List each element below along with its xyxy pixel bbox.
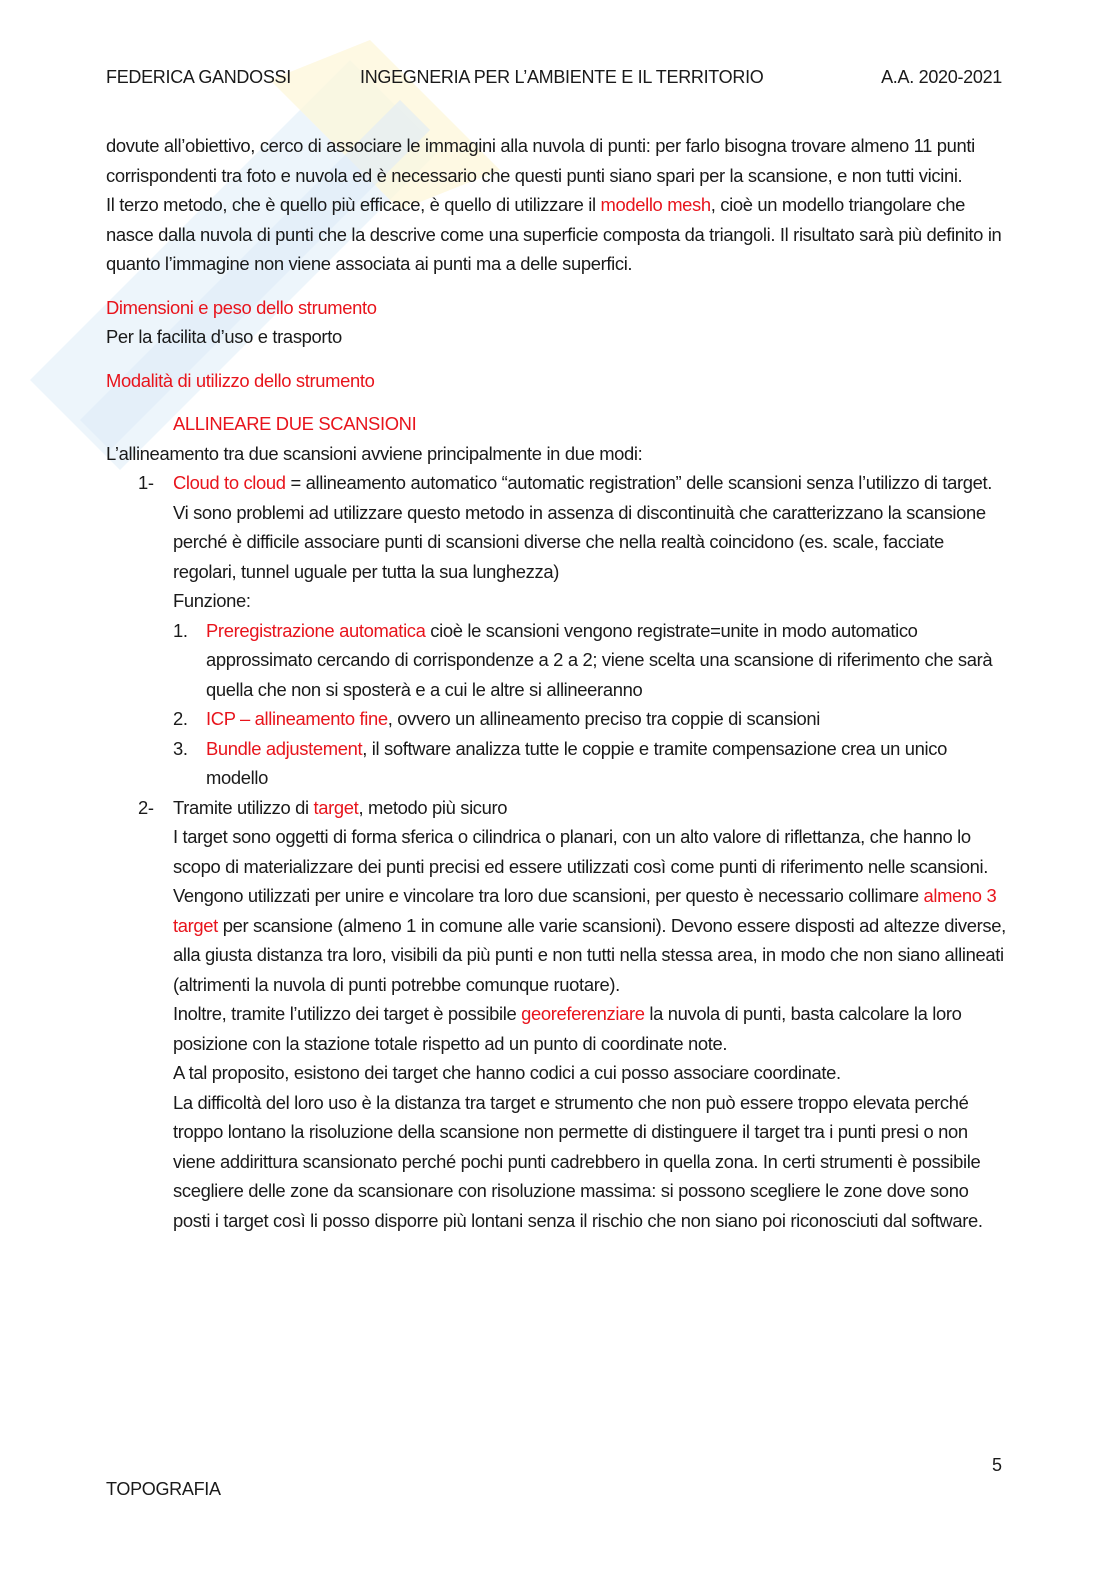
section-heading-usage: Modalità di utilizzo dello strumento — [106, 369, 375, 391]
highlight-bundle-adjustement: Bundle adjustement — [206, 737, 363, 759]
header-course: INGEGNERIA PER L’AMBIENTE E IL TERRITORIO — [360, 67, 764, 87]
list-number: 2- — [138, 796, 154, 818]
text-run: , il software analizza tutte le coppie e tramite compensazione crea un unico modello — [206, 737, 947, 788]
highlight-preregistrazione: Preregistrazione automatica — [206, 619, 426, 641]
intro-paragraph-2 — [106, 190, 1006, 279]
target-usage — [173, 881, 1006, 999]
header-author: FEDERICA GANDOSSI — [106, 67, 291, 87]
text-run: = allineamento automatico “automatic registration” delle scansioni senza l’utilizzo di target. — [285, 472, 993, 493]
text-run: , ovvero un allineamento preciso tra coppie di scansioni — [387, 708, 821, 729]
step-item — [173, 734, 1006, 793]
footer-subject: TOPOGRAFIA — [106, 1479, 221, 1499]
step-item — [173, 704, 1006, 734]
page-number: 5 — [991, 1455, 1002, 1475]
usage-intro: L’allineamento tra due scansioni avviene principalmente in due modi: — [106, 442, 643, 464]
method-title — [173, 468, 1006, 498]
highlight-modello-mesh: modello mesh — [600, 194, 711, 215]
page-body — [106, 131, 1006, 1235]
page-header — [106, 67, 1002, 91]
text-run: la nuvola di punti, basta calcolare la loro posizione con la stazione totale rispetto ad un punto di coordinate note. — [173, 1003, 962, 1054]
target-georeference — [173, 999, 1006, 1058]
method-item-target — [106, 793, 1006, 1236]
subheading-align-scans: ALLINEARE DUE SCANSIONI — [173, 413, 417, 434]
highlight-cloud-to-cloud: Cloud to cloud — [173, 472, 286, 493]
function-label: Funzione: — [173, 590, 251, 611]
section-heading-dimensions: Dimensioni e peso dello strumento — [106, 296, 377, 318]
text-run: per scansione (almeno 1 in comune alle varie scansioni). Devono essere disposti ad altezze diverse, alla giusta distanza tra loro, visibili da più punti e non tutti nella stessa area, in modo che non siano allineati (altrimenti la nuvola di punti potrebbe comunque ruotare). — [173, 914, 1006, 995]
list-number: 1. — [173, 619, 188, 641]
list-number: 3. — [173, 737, 188, 759]
highlight-georeferenziare: georeferenziare — [521, 1003, 645, 1024]
target-difficulty: La difficoltà del loro uso è la distanza tra target e strumento che non può essere troppo elevata perché troppo lontano la risoluzione della scansione non permette di distinguere il target tra i punti presi o non viene addirittura scansionato perché pochi punti cadrebbero in quella zona. In certi strumenti è possibile scegliere delle zone da scansionare con risoluzione massima: si possono scegliere le zone dove sono posti i target così li posso disporre più lontani senza il rischio che non siano poi riconosciuti dal software. — [173, 1091, 983, 1231]
highlight-target: target — [313, 796, 359, 818]
text-run: Inoltre, tramite l’utilizzo dei target è possibile — [173, 1003, 522, 1024]
method-title — [173, 793, 1006, 823]
text-run: Vengono utilizzati per unire e vincolare tra loro due scansioni, per questo è necessario collimare — [173, 885, 924, 906]
target-codes: A tal proposito, esistono dei target che hanno codici a cui posso associare coordinate. — [173, 1062, 841, 1083]
highlight-almeno-3-target: almeno 3 target — [173, 885, 997, 936]
list-number: 1- — [138, 472, 154, 493]
step-item — [173, 616, 1006, 705]
header-academic-year: A.A. 2020-2021 — [881, 67, 1002, 87]
text-run: , cioè un modello triangolare che nasce dalla nuvola di punti che la descrive come una superficie composta da triangoli. Il risultato sarà più definito in quanto l’immagine non viene associata ai punti ma a delle superfici. — [106, 194, 1002, 274]
list-number: 2. — [173, 708, 188, 729]
text-run: Il terzo metodo, che è quello più efficace, è quello di utilizzare il — [106, 194, 601, 215]
dimensions-text: Per la facilita d’uso e trasporto — [106, 326, 342, 347]
highlight-icp: ICP – allineamento fine — [206, 708, 388, 729]
text-run: cioè le scansioni vengono registrate=unite in modo automatico approssimato cercando di corrispondenze a 2 a 2; viene scelta una scansione di riferimento che sarà quella che non si sposterà e a cui le altre si allineeranno — [206, 619, 993, 700]
target-description: I target sono oggetti di forma sferica o cilindrica o planari, con un alto valore di riflettanza, che hanno lo scopo di materializzare dei punti precisi ed essere utilizzati così come punti di riferimento nelle scansioni. — [173, 826, 989, 877]
text-run: , metodo più sicuro — [358, 796, 508, 818]
function-steps — [173, 616, 1006, 793]
method-description: Vi sono problemi ad utilizzare questo metodo in assenza di discontinuità che caratterizzano la scansione perché è difficile associare punti di scansioni diverse che nella realtà coincidono (es. scale, facciate regolari, tunnel uguale per tutta la sua lunghezza) — [173, 501, 986, 582]
intro-paragraph-1: dovute all’obiettivo, cerco di associare le immagini alla nuvola di punti: per farlo bisogna trovare almeno 11 punti corrispondenti tra foto e nuvola ed è necessario che questi punti siano spari per la scansione, e non tutti vicini. — [106, 135, 975, 186]
text-run: Tramite utilizzo di — [173, 796, 314, 818]
methods-list — [106, 468, 1006, 1235]
method-item-cloud-to-cloud — [106, 468, 1006, 793]
